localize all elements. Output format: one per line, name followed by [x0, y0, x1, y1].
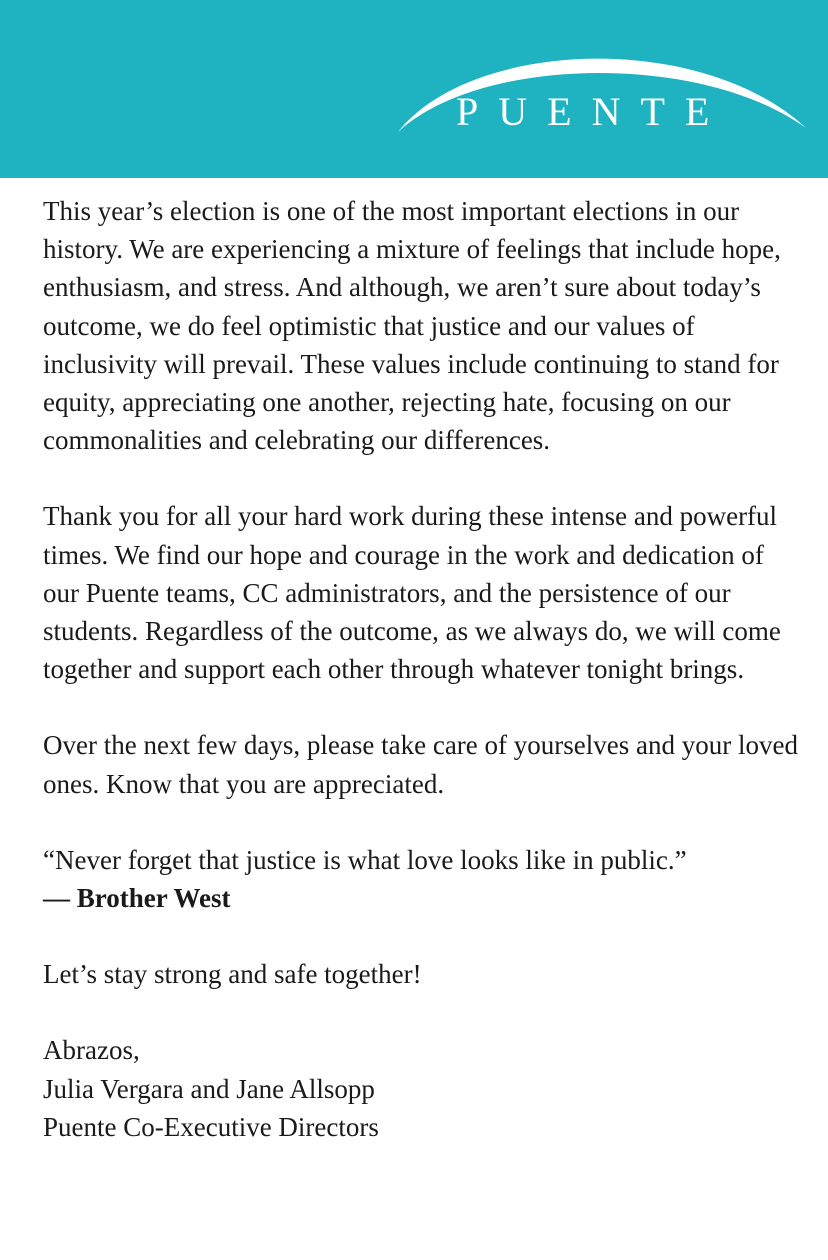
quote-text: “Never forget that justice is what love looks like in public.”: [43, 844, 687, 875]
signers-title: Puente Co-Executive Directors: [43, 1111, 379, 1142]
closing-line: Let’s stay strong and safe together!: [43, 959, 422, 990]
paragraph-care: Over the next few days, please take care of yourselves and your loved ones. Know that you are appreciated.: [43, 730, 798, 799]
paragraph-intro: This year’s election is one of the most important elections in our history. We are experiencing a mixture of feelings that include hope, enthusiasm, and stress. And although, we aren’t sure about today’s outcome, we do feel optimistic that justice and our values of inclusivity will prevail. These values include continuing to stand for equity, appreciating one another, rejecting hate, focusing on our commonalities and celebrating our differences.: [43, 196, 781, 456]
salutation: Abrazos,: [43, 1035, 140, 1066]
quote-attribution: — Brother West: [43, 883, 231, 914]
brand-logo-text: PUENTE: [456, 89, 730, 134]
header-banner: [0, 0, 828, 178]
letter-body: [43, 192, 803, 1146]
paragraph-thanks: Thank you for all your hard work during these intense and powerful times. We find our hope and courage in the work and dedication of our Puente teams, CC administrators, and the persistence of our students. Regardless of the outcome, as we always do, we will come together and support each other through whatever tonight brings.: [43, 501, 781, 685]
signers-names: Julia Vergara and Jane Allsopp: [43, 1073, 375, 1104]
